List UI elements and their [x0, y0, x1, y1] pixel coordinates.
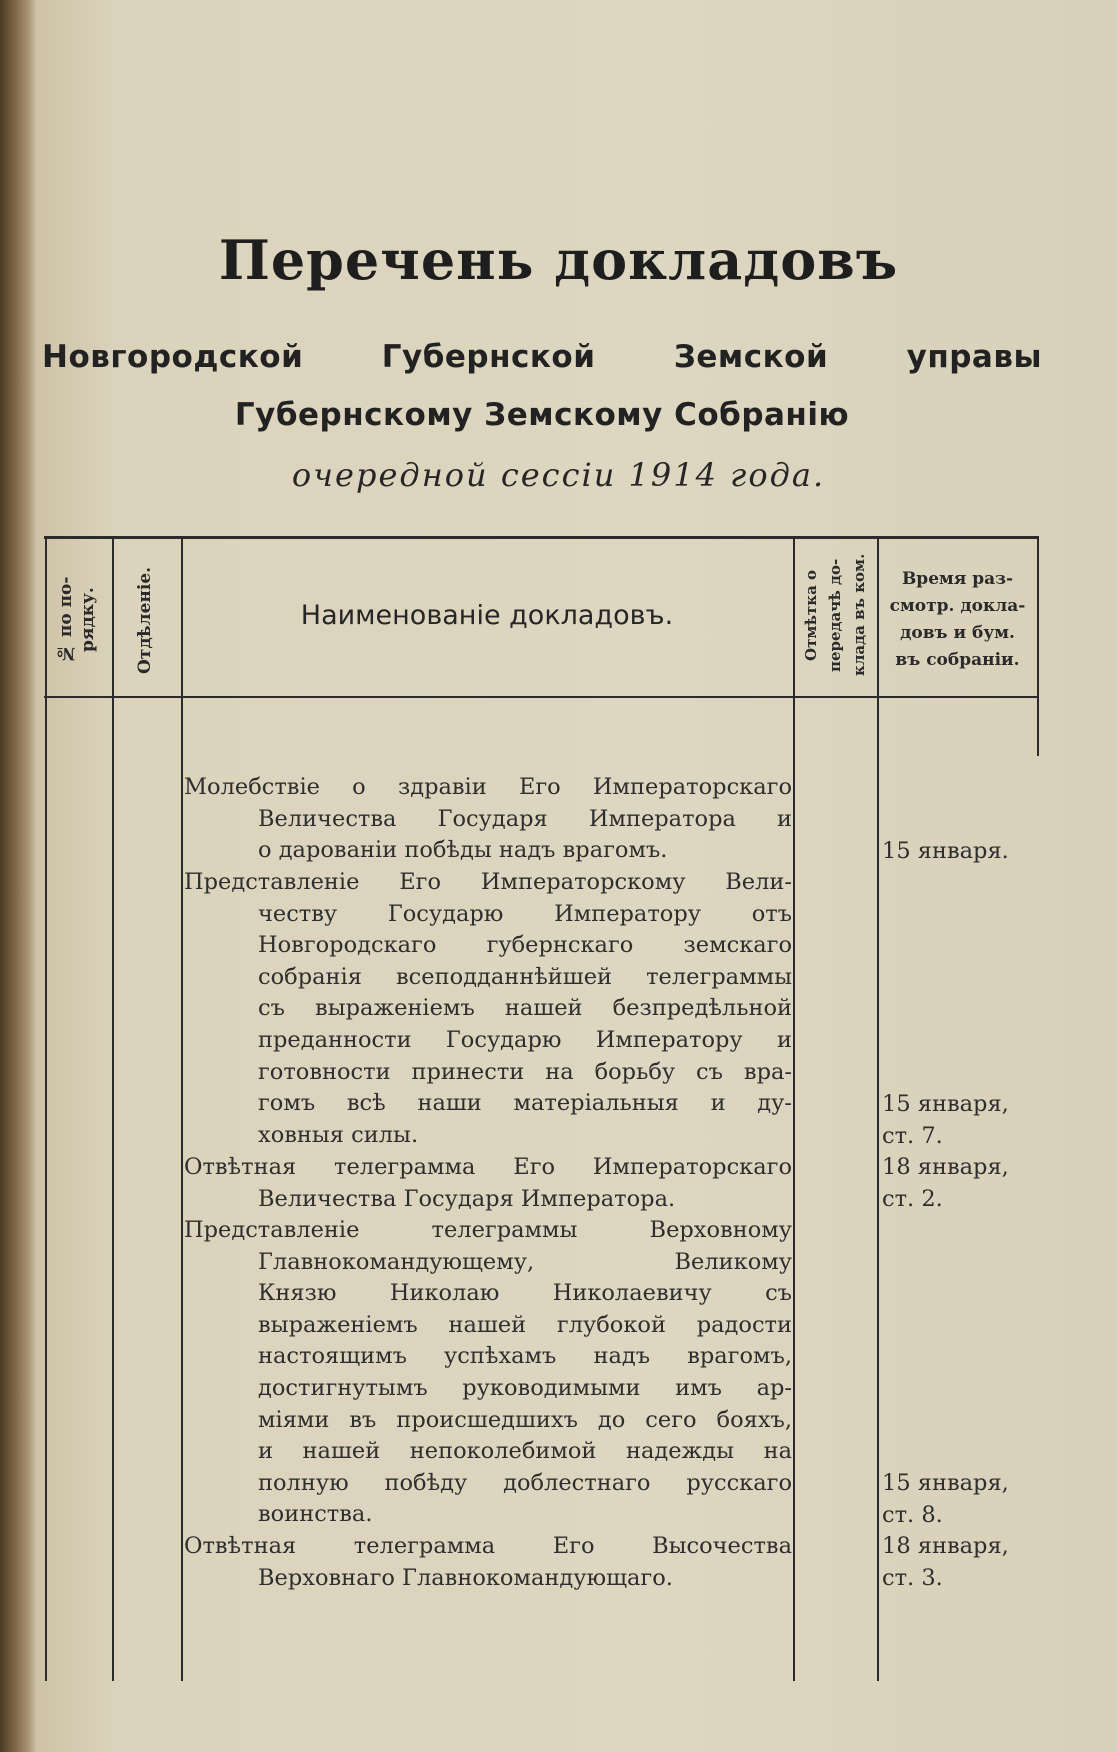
row-4-line-1: Представленіе телеграммы Верховному — [184, 1217, 792, 1243]
column-divider-department — [181, 536, 183, 1681]
row-4-line-4: выраженіемъ нашей глубокой радости — [258, 1311, 792, 1338]
row-2-line-7: готовности принести на борьбу съ вра- — [258, 1058, 792, 1085]
row-4-line-2: Главнокомандующему, Великому — [258, 1248, 792, 1275]
table-border-right — [1037, 536, 1039, 756]
row-4-line-9: полную побѣду доблестнаго русскаго — [258, 1469, 792, 1496]
row-2-line-8: гомъ всѣ наши матеріальныя и ду- — [258, 1090, 792, 1117]
row-3-line-2: Величества Государя Императора. — [258, 1185, 676, 1212]
row-4-line-8: и нашей непоколебимой надежды на — [258, 1438, 792, 1465]
row-2-line-1: Представленіе Его Императорскому Вели- — [184, 869, 792, 895]
table-row-3 — [184, 1152, 792, 1215]
row-5-line-1: Отвѣтная телеграмма Его Высочества — [184, 1533, 792, 1559]
row-4-date: 15 января, ст. 8. — [882, 1470, 1009, 1528]
row-4-line-3: Князю Николаю Николаевичу съ — [258, 1280, 792, 1307]
column-divider-name — [793, 536, 795, 1681]
row-1-line-3: о дарованіи побѣды надъ врагомъ. — [258, 837, 668, 864]
row-4-line-7: міями въ происшедшихъ до сего бояхъ, — [258, 1406, 792, 1433]
header-mark: Отмѣтка о передачѣ до- клада въ ком. — [802, 553, 868, 677]
column-divider-number — [112, 536, 114, 1681]
row-3-line-1: Отвѣтная телеграмма Его Императорскаго — [184, 1154, 792, 1180]
header-name: Наименованіе докладовъ. — [300, 600, 674, 631]
row-5-date: 18 января, ст. 3. — [882, 1533, 1009, 1591]
document-title: Перечень докладовъ — [218, 228, 899, 292]
row-2-date: 15 января, ст. 7. — [882, 1091, 1009, 1149]
row-5-line-2: Верховнаго Главнокомандующаго. — [258, 1564, 673, 1591]
table-row-4 — [184, 1215, 792, 1531]
row-4-line-10: воинства. — [258, 1501, 373, 1528]
header-department: Отдѣленіе. — [135, 566, 155, 674]
row-2-line-3: Новгородскаго губернскаго земскаго — [258, 932, 792, 959]
table-top-rule — [44, 536, 1039, 539]
document-subtitle: Новгородской Губернской Земской управы Губернскому Земскому Собранію — [42, 339, 1042, 433]
table-border-left — [45, 536, 47, 1681]
row-3-date: 18 января, ст. 2. — [882, 1154, 1009, 1212]
table-header-rule — [44, 696, 1039, 698]
row-1-line-2: Величества Государя Императора и — [258, 805, 792, 832]
table-row-5 — [184, 1531, 792, 1594]
row-1-line-1: Молебствіе о здравіи Его Императорскаго — [184, 774, 792, 800]
row-2-line-6: преданности Государю Императору и — [258, 1026, 792, 1053]
table-row-2 — [184, 867, 792, 1151]
row-2-line-9: ховныя силы. — [258, 1121, 419, 1148]
row-2-line-5: съ выраженіемъ нашей безпредѣльной — [258, 995, 792, 1022]
row-2-line-2: честву Государю Императору отъ — [258, 900, 792, 927]
header-time: Время раз- смотр. докла- довъ и бум. въ собраніи. — [889, 569, 1026, 670]
row-1-date: 15 января. — [882, 838, 1009, 864]
row-4-line-6: достигнутымъ руководимыми имъ ар- — [258, 1374, 792, 1401]
header-number: № по по- рядку. — [56, 576, 98, 664]
row-2-line-4: собранія всеподданнѣйшей телеграммы — [258, 963, 792, 990]
row-4-line-5: настоящимъ успѣхамъ надъ врагомъ, — [258, 1343, 792, 1370]
column-divider-mark — [877, 536, 879, 1681]
session-line: очередной сессіи 1914 года. — [291, 456, 826, 494]
table-row-1 — [184, 772, 792, 867]
